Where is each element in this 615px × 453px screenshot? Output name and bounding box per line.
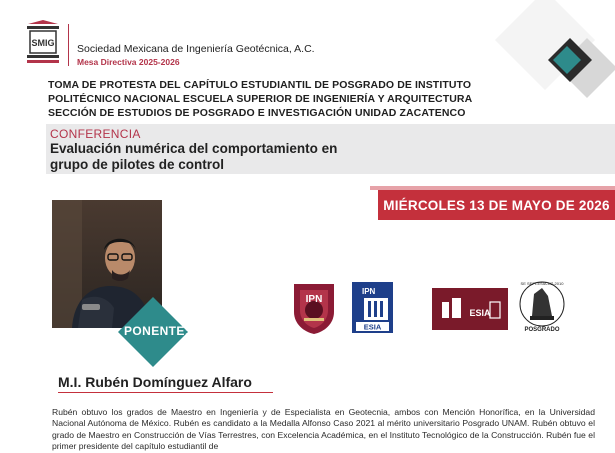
svg-text:SE SEPI-ESIA-UZ-2010: SE SEPI-ESIA-UZ-2010 (520, 281, 564, 286)
posgrado-logo (518, 276, 566, 336)
svg-text:POSGRADO: POSGRADO (524, 327, 560, 333)
svg-text:IPN: IPN (362, 287, 376, 296)
speaker-bio: Rubén obtuvo los grados de Maestro en Ingeniería y de Especialista en Geotecnia, ambos con Mención Honorífica, en la Universidad Nacional Autónoma de México. Rubén es candidato a la Medalla Alfonso Caso 2021 al mérito universitario Posgrado UNAM. Rubén obtuvo el grado de Maestro en Construcción de Vías Terrestres, con Excelencia Académica, en el Instituto Tecnológico de la Construcción. Rubén fue el primer presidente del capítulo estudiantil de (52, 407, 595, 452)
conference-title-line: Evaluación numérica del comportamiento en (50, 141, 338, 156)
organization-name: Sociedad Mexicana de Ingeniería Geotécnica, A.C. (77, 43, 315, 55)
svg-text:SMIG: SMIG (31, 38, 55, 48)
esia-sepi-logo (432, 288, 508, 330)
speaker-name: M.I. Rubén Domínguez Alfaro (58, 374, 252, 390)
svg-text:ESIA: ESIA (363, 322, 382, 332)
ponente-label: PONENTE: (124, 324, 190, 338)
date-banner: MIÉRCOLES 13 DE MAYO DE 2026 (378, 190, 615, 220)
heading-line: SECCIÓN DE ESTUDIOS DE POSGRADO E INVESTIGACIÓN UNIDAD ZACATENCO (48, 107, 466, 119)
event-heading (48, 78, 508, 120)
header-divider (68, 24, 69, 66)
esia-logo (350, 280, 395, 335)
heading-line: POLITÉCNICO NACIONAL ESCUELA SUPERIOR DE INGENIERÍA Y ARQUITECTURA (48, 93, 473, 105)
conference-title-line: grupo de pilotes de control (50, 157, 225, 172)
heading-line: TOMA DE PROTESTA DEL CAPÍTULO ESTUDIANTIL DE POSGRADO DE INSTITUTO (48, 79, 472, 91)
conference-band-gap (0, 124, 46, 174)
svg-text:IPN: IPN (305, 294, 323, 305)
speaker-underline (58, 392, 273, 393)
smig-logo (22, 20, 64, 66)
svg-text:ESIA: ESIA (469, 308, 491, 318)
ipn-logo (290, 278, 338, 336)
organization-subtitle: Mesa Directiva 2025-2026 (77, 57, 180, 67)
conference-title (50, 141, 410, 173)
conference-label: CONFERENCIA (50, 127, 141, 141)
